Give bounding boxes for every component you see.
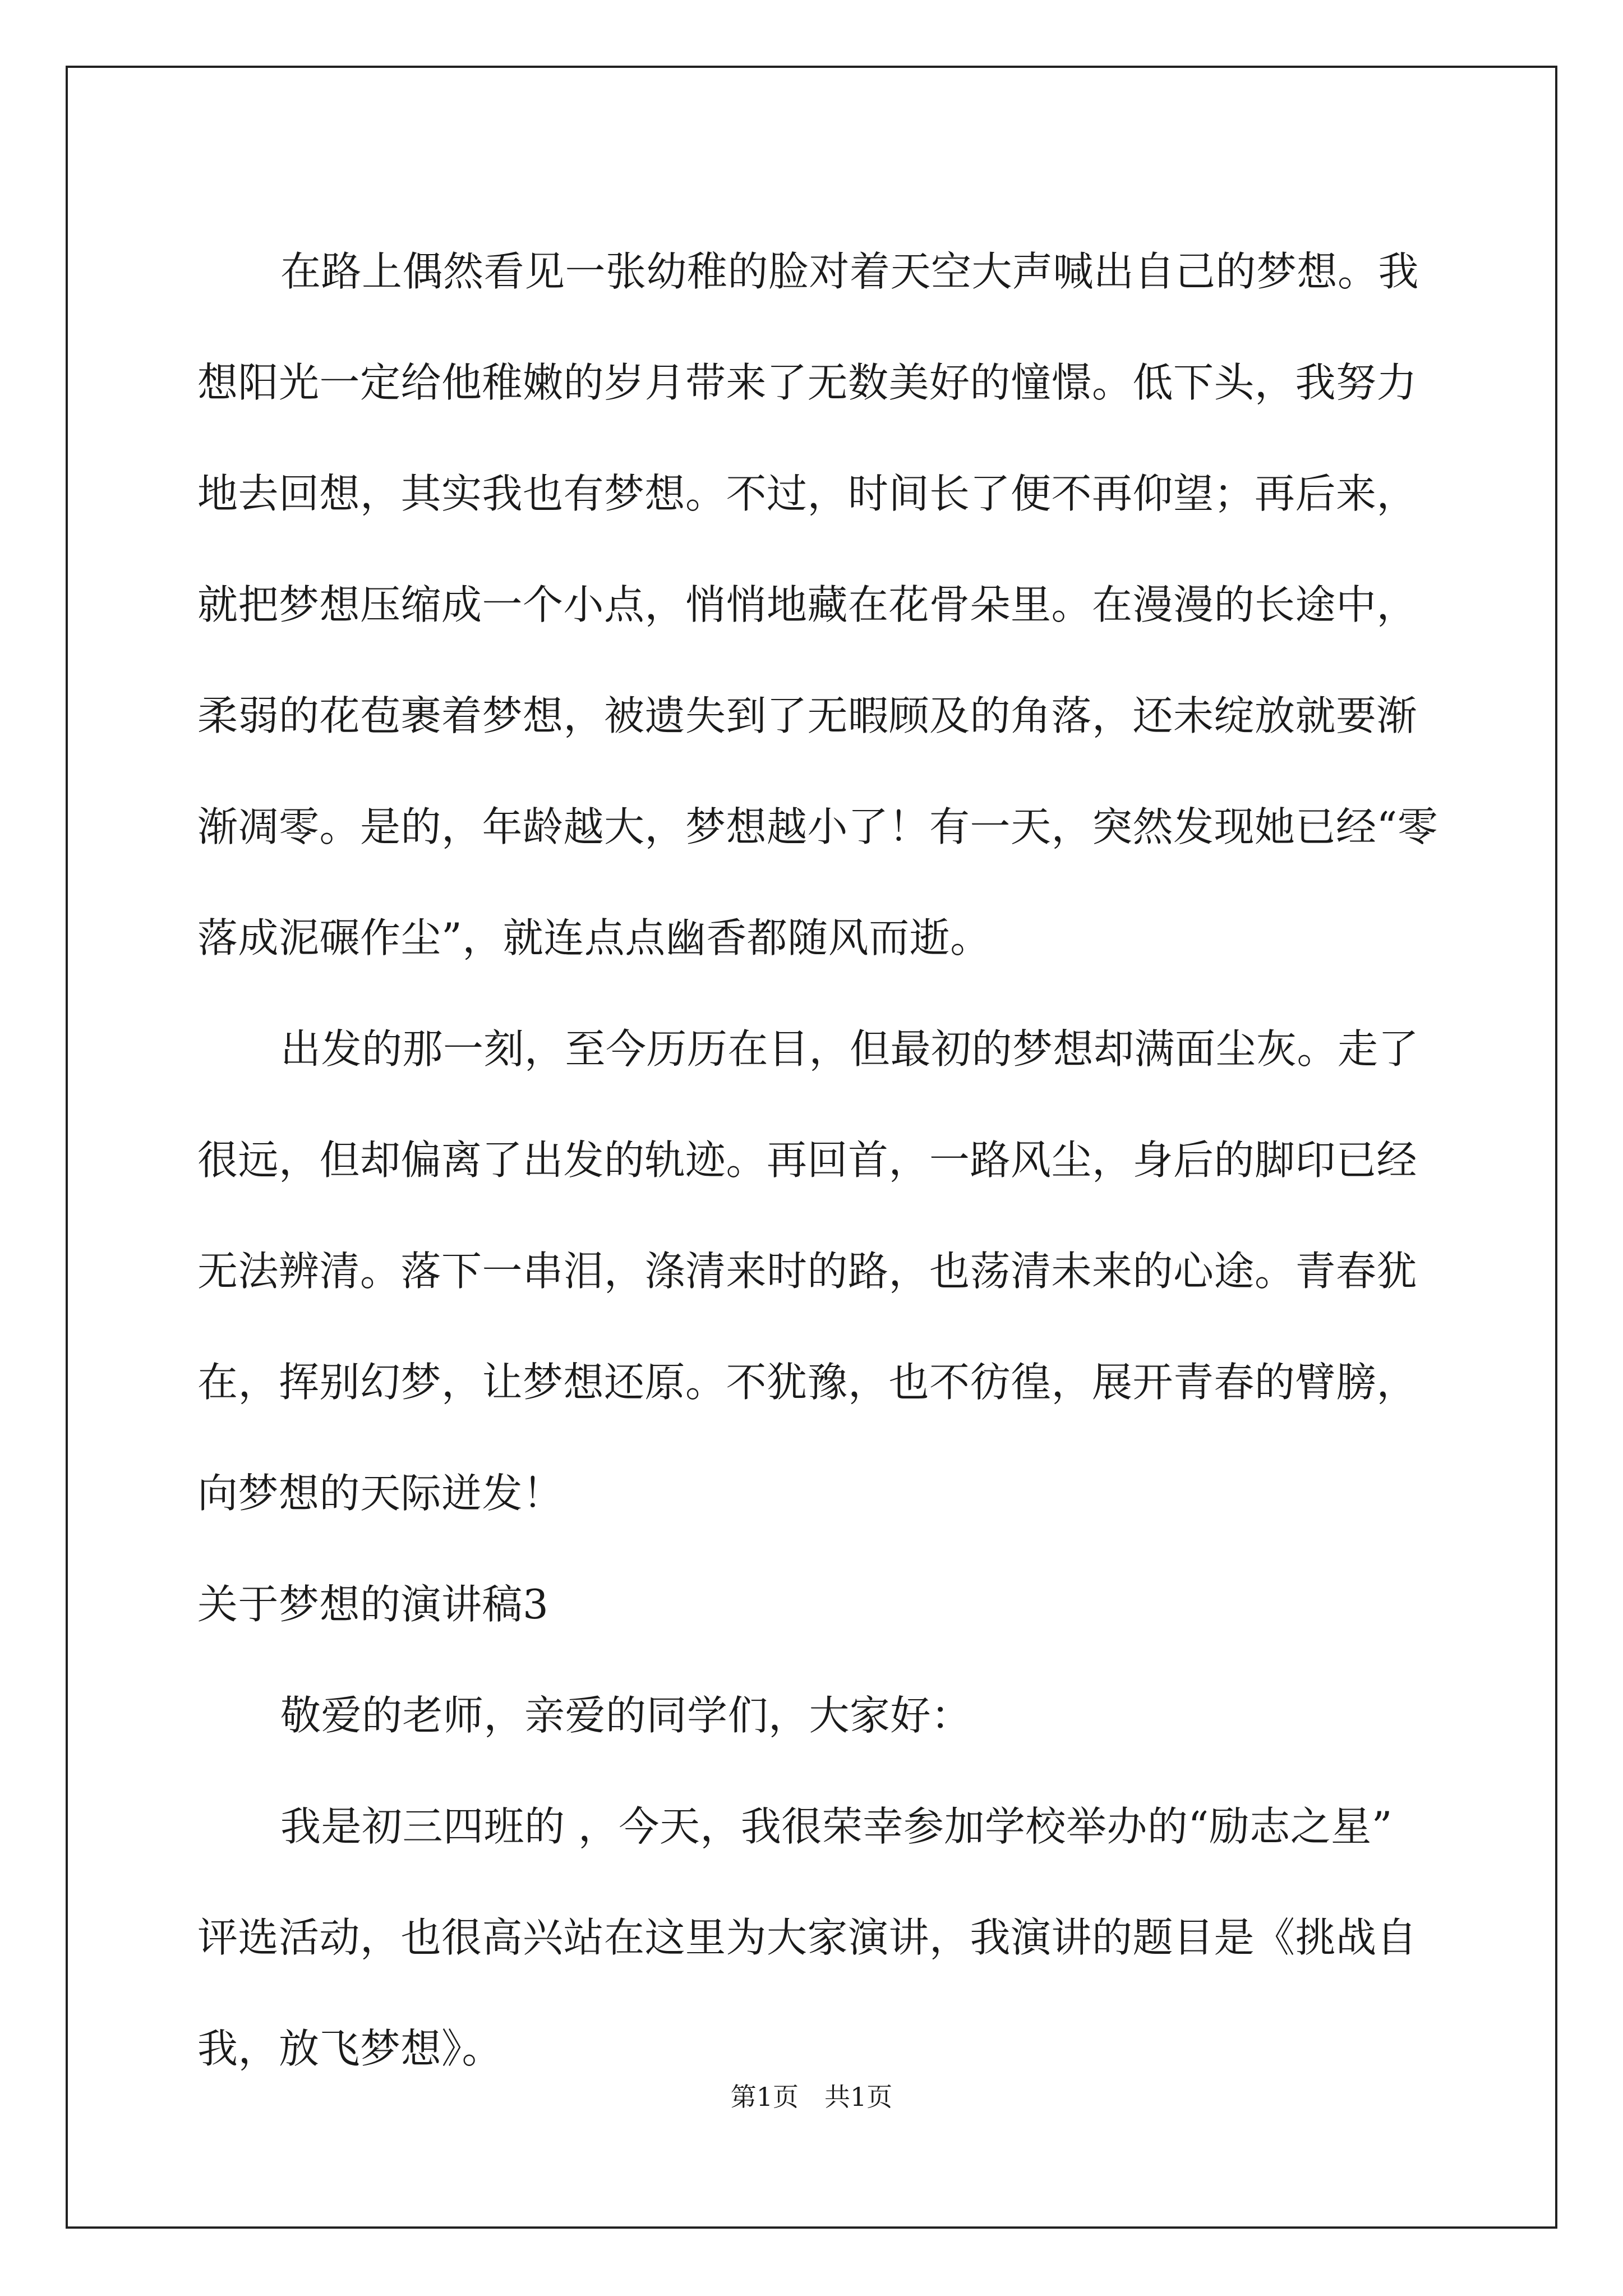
paragraph-2-line-5: 向梦想的天际迸发！ bbox=[197, 1470, 564, 1517]
document-body bbox=[197, 216, 1473, 2104]
paragraph-2-line-3: 无法辨清。落下一串泪，涤清来时的路，也荡清未来的心途。青春犹 bbox=[197, 1248, 1418, 1295]
paragraph-1-line-1: 在路上偶然看见一张幼稚的脸对着天空大声喊出自己的梦想。我 bbox=[280, 248, 1419, 295]
paragraph-2-line-4: 在，挥别幻梦，让梦想还原。不犹豫，也不彷徨，展开青春的臂膀， bbox=[197, 1359, 1418, 1406]
paragraph-2-line-2: 很远，但却偏离了出发的轨迹。再回首，一路风尘，身后的脚印已经 bbox=[197, 1137, 1418, 1184]
greeting-line: 敬爱的老师，亲爱的同学们，大家好： bbox=[280, 1692, 972, 1739]
paragraph-1-line-3: 地去回想，其实我也有梦想。不过，时间长了便不再仰望；再后来， bbox=[197, 470, 1418, 517]
paragraph-1-line-6: 渐凋零。是的，年龄越大，梦想越小了！有一天，突然发现她已经“零 bbox=[197, 803, 1438, 850]
paragraph-2-line-1: 出发的那一刻，至今历历在目，但最初的梦想却满面尘灰。走了 bbox=[280, 1025, 1419, 1073]
paragraph-1-line-4: 就把梦想压缩成一个小点，悄悄地藏在花骨朵里。在漫漫的长途中， bbox=[197, 581, 1418, 628]
paragraph-1-line-5: 柔弱的花苞裹着梦想，被遗失到了无暇顾及的角落，还未绽放就要渐 bbox=[197, 692, 1418, 739]
paragraph-1-line-7: 落成泥碾作尘”，就连点点幽香都随风而逝。 bbox=[197, 914, 991, 961]
paragraph-3-line-3: 我，放飞梦想》。 bbox=[197, 2025, 503, 2072]
paragraph-1-line-2: 想阳光一定给他稚嫩的岁月带来了无数美好的憧憬。低下头，我努力 bbox=[197, 359, 1418, 406]
paragraph-3-line-1: 我是初三四班的 ，今天，我很荣幸参加学校举办的“励志之星” bbox=[280, 1803, 1393, 1850]
section-heading: 关于梦想的演讲稿3 bbox=[197, 1581, 549, 1628]
paragraph-3-line-2: 评选活动，也很高兴站在这里为大家演讲，我演讲的题目是《挑战自 bbox=[197, 1914, 1418, 1961]
page-footer: 第1页 共1页 bbox=[730, 2082, 893, 2112]
